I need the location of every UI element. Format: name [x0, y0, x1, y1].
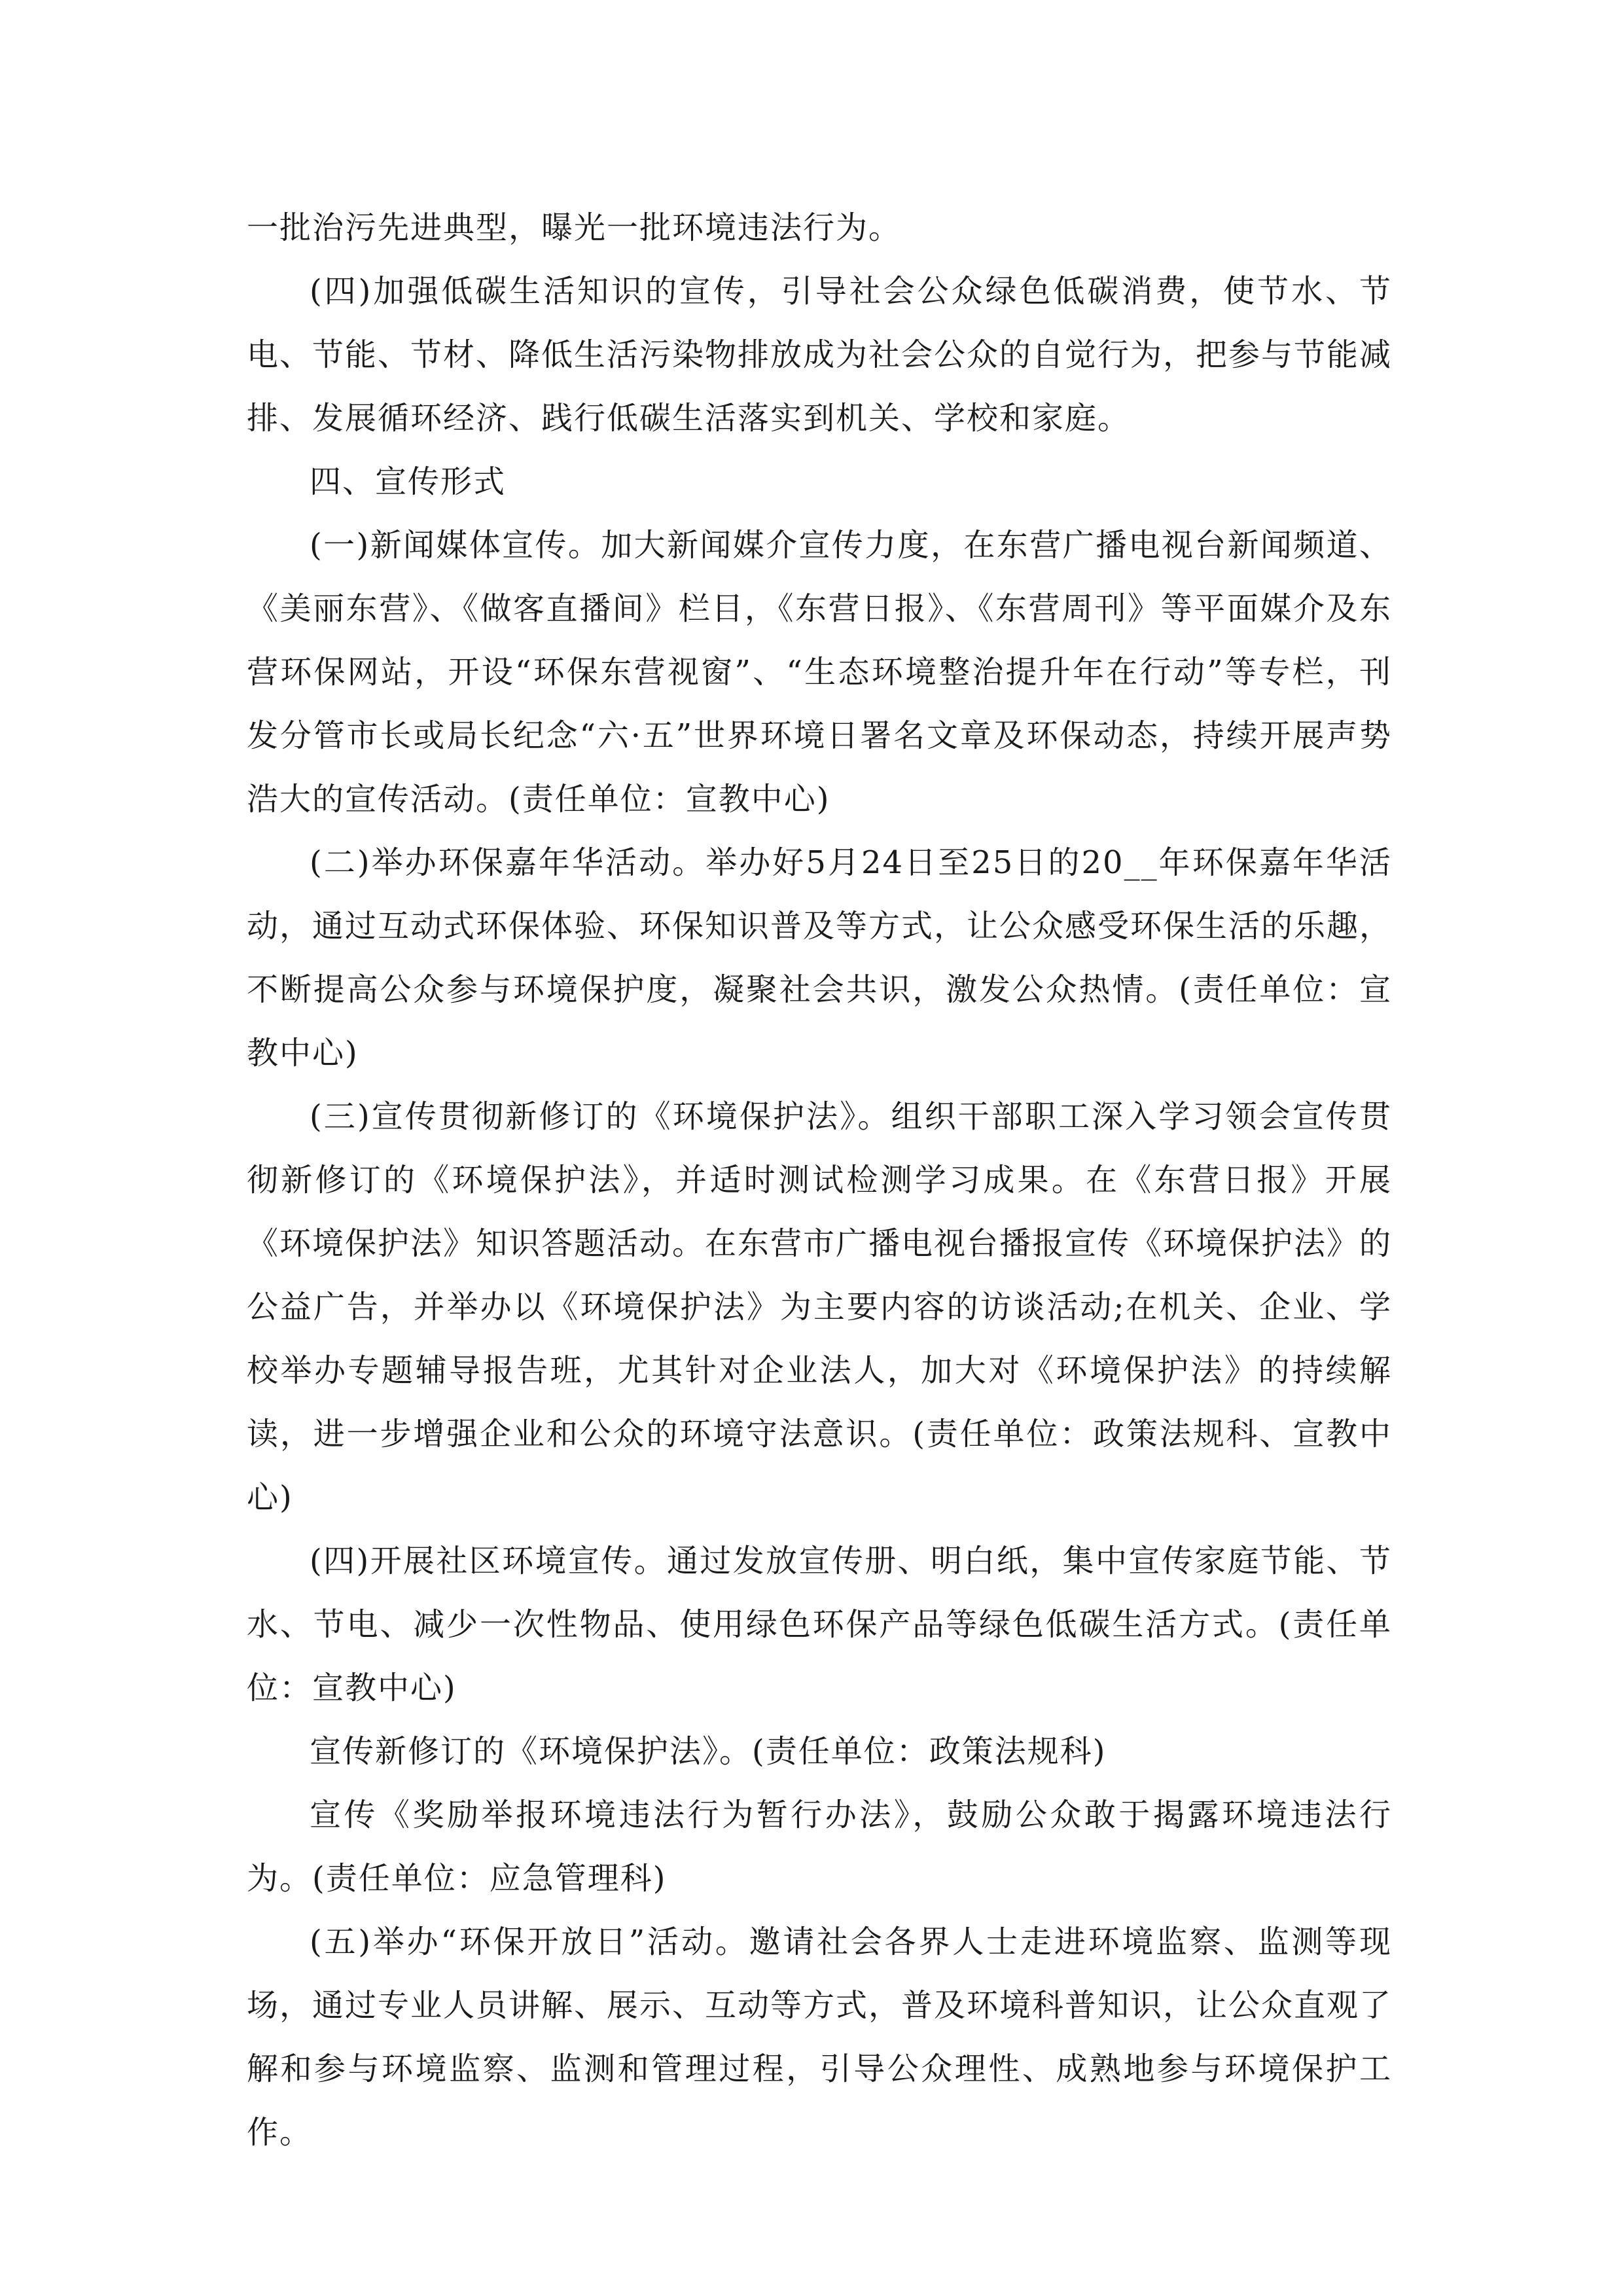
- paragraph-open-day: (五)举办“环保开放日”活动。邀请社会各界人士走进环境监察、监测等现场，通过专业人员讲解、展示、互动等方式，普及环境科普知识，让公众直观了解和参与环境监察、监测和管理过程，引导公众理性、成熟地参与环境保护工作。: [247, 1924, 1393, 2151]
- paragraph-news-media: (一)新闻媒体宣传。加大新闻媒介宣传力度，在东营广播电视台新闻频道、《美丽东营》、《做客直播间》栏目，《东营日报》、《东营周刊》等平面媒介及东营环保网站，开设“环保东营视窗”、“生态环境整治提升年在行动”等专栏，刊发分管市长或局长纪念“六·五”世界环境日署名文章及环保动态，持续开展声势浩大的宣传活动。(责任单位：宣教中心): [247, 527, 1392, 817]
- paragraph-environmental-law: (三)宣传贯彻新修订的《环境保护法》。组织干部职工深入学习领会宣传贯彻新修订的《环境保护法》，并适时测试检测学习成果。在《东营日报》开展《环境保护法》知识答题活动。在东营市广播电视台播报宣传《环境保护法》的公益广告，并举办以《环境保护法》为主要内容的访谈活动;在机关、企业、学校举办专题辅导报告班，尤其针对企业法人，加大对《环境保护法》的持续解读，进一步增强企业和公众的环境守法意识。(责任单位：政策法规科、宣教中心): [247, 1098, 1393, 1516]
- document-body: [247, 196, 1392, 2164]
- paragraph-carnival: (二)举办环保嘉年华活动。举办好5月24日至25日的20__年环保嘉年华活动，通过互动式环保体验、环保知识普及等方式，让公众感受环保生活的乐趣，不断提高公众参与环境保护度，凝聚社会共识，激发公众热情。(责任单位：宣教中心): [247, 844, 1393, 1071]
- paragraph-continuation: 一批治污先进典型，曝光一批环境违法行为。: [247, 209, 902, 246]
- paragraph-community: (四)开展社区环境宣传。通过发放宣传册、明白纸，集中宣传家庭节能、节水、节电、减少一次性物品、使用绿色环保产品等绿色低碳生活方式。(责任单位：宣教中心): [247, 1543, 1392, 1706]
- paragraph-low-carbon-publicity: (四)加强低碳生活知识的宣传，引导社会公众绿色低碳消费，使节水、节电、节能、节材、降低生活污染物排放成为社会公众的自觉行为，把参与节能减排、发展循环经济、践行低碳生活落实到机关、学校和家庭。: [247, 273, 1393, 437]
- section-heading-publicity-forms: 四、宣传形式: [310, 463, 507, 500]
- paragraph-reporting-measures: 宣传《奖励举报环境违法行为暂行办法》，鼓励公众敢于揭露环境违法行为。(责任单位：应急管理科): [247, 1797, 1392, 1897]
- paragraph-law-publicity: 宣传新修订的《环境保护法》。(责任单位：政策法规科): [310, 1733, 1107, 1770]
